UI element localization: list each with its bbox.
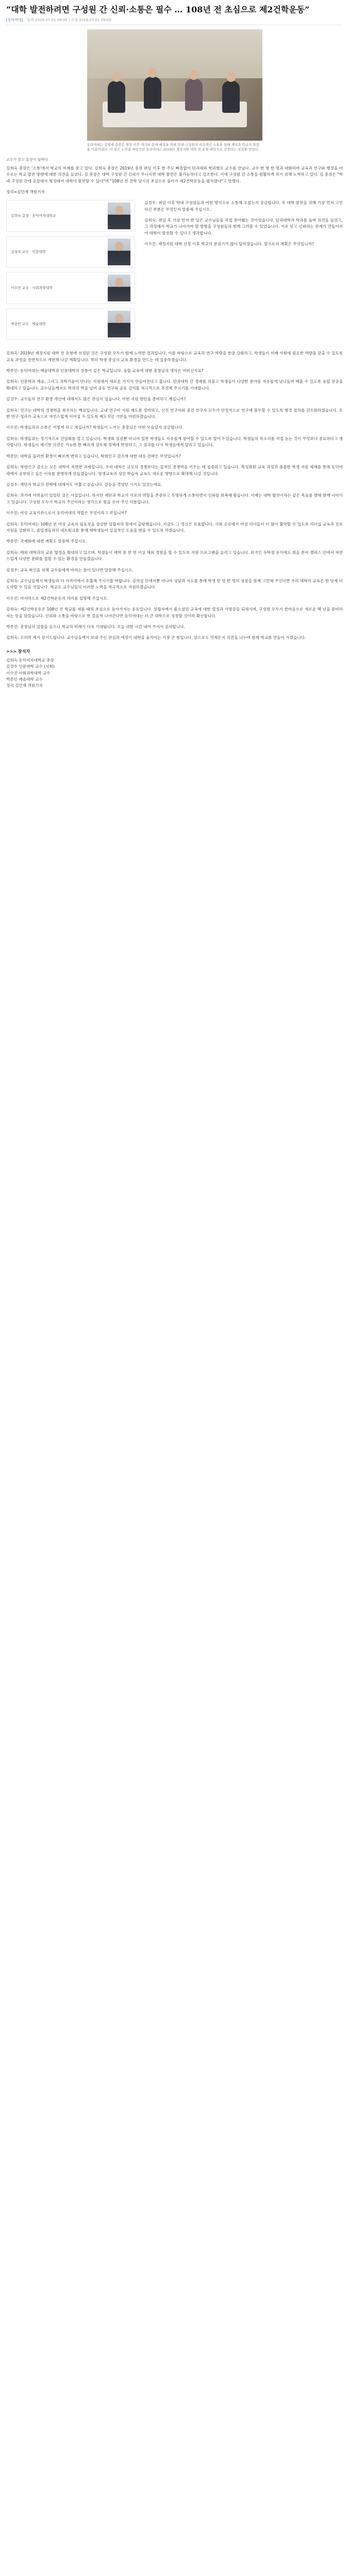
portrait-photo (108, 275, 130, 301)
interview-paragraph: 김정우: 취임 이후 학내 구성원들과 어떤 방식으로 소통해 오셨는지 궁금합니다. 또 대학 발전을 위해 가장 먼저 고민하신 부분은 무엇인지 말씀해 주십시오. (144, 200, 343, 212)
interview-side-text (144, 200, 343, 344)
body-paragraph: 김희숙: 오히려 제가 감사드립니다. 교수님들께서 보내 주신 관심과 애정이 대학을 움직이는 가장 큰 힘입니다. 앞으로도 언제든지 의견을 나누며 함께 학교를 만들어 가겠습니다. (6, 635, 306, 640)
participant-item: 김희숙 동덕여자대학교 총장 (6, 657, 54, 663)
article-intro (6, 165, 343, 184)
body-paragraph: 박종민: 동덕여대는 예술대학과 인문대학의 전통이 깊은 학교입니다. 융합 교육에 대한 총장님의 생각은 어떠신지요? (6, 368, 204, 374)
body-paragraph: 김희숙: 연구는 대학의 경쟁력을 좌우하는 핵심입니다. 교내 연구비 지원 제도를 정비하고, 신진 연구자와 중견 연구자 모두가 안정적으로 연구에 몰두할 수 있도록 행정 절차를 간소화하겠습니다. 또한 연구 성과가 교육으로 자연스럽게 이어질 수 있도록 제도적인 기반을 마련하겠습니다. (6, 408, 343, 419)
article-headline: “대학 발전하려면 구성원 간 신뢰·소통은 필수 … 108년 전 초심으로 제2건학운동” (6, 5, 310, 14)
interview-paragraph: 이수진: 재정지원 대학 선정 이후 학교의 분위기가 많이 달라졌습니다. 앞으로의 계획은 무엇입니까? (144, 242, 314, 247)
article-byline[interactable]: [동덕여대] (6, 18, 23, 22)
body-paragraph: 김희숙: 학생들과는 정기적으로 간담회를 열고 있습니다. 학생회 임원뿐 아니라 일반 학생들도 자유롭게 참여할 수 있도록 열어 두었습니다. 학생들의 목소리를 직접 듣는 것이 무엇보다 중요하다고 생각합니다. 학생들이 제기한 의견은 가능한 한 빠르게 검토해 정책에 반영하고, 그 결과를 다시 학생들에게 알리고 있습니다. (6, 436, 343, 448)
body-paragraph: 김희숙: 2019년 재정지원 대학 전 유형에 선정된 것은 구성원 모두가 함께 노력한 결과입니다. 이를 바탕으로 교육과 연구 역량을 한층 강화하고, 학생들이 미래 사회에 필요한 역량을 갖출 수 있도록 교육 과정을 전면적으로 개편해 나갈 계획입니다. 특히 학생 중심의 교육 환경을 만드는 데 집중하겠습니다. (6, 351, 343, 362)
body-paragraph: 이수진: 마지막으로 제2건학운동의 의미를 설명해 주십시오. (6, 596, 108, 601)
photo-caption: 동덕여대는 김명애 총장은 취임 이후 제기된 문제 해결을 위해 학내 구성원과 지속적인 소통을 통해 재단과 학교의 화합을 이끌어냈다. 이 같은 노력을 바탕으로 동덕여대는 2019년 재정지원 대학 전 유형 대학으로 선정되는 성과를 얻었다. (87, 143, 259, 151)
article-body (6, 350, 343, 641)
participant-item: 김정우 인문대학 교수 (사회) (6, 664, 55, 669)
portrait-card (6, 272, 135, 304)
body-paragraph: 박종민: 대학을 둘러싼 환경이 빠르게 변하고 있습니다. 학령인구 감소에 대한 대응 전략은 무엇입니까? (6, 453, 181, 459)
body-paragraph: 박종민: 총장님의 말씀을 들으니 학교의 미래가 더욱 기대됩니다. 오늘 귀한 시간 내어 주셔서 감사합니다. (6, 624, 185, 629)
participants-heading: >>> 참석자 (6, 649, 30, 654)
participant-item: 박종민 예술대학 교수 (6, 677, 43, 682)
section-credit: 교수가 묻고 총장이 답하다 (6, 158, 48, 162)
participant-item: 이수진 사회과학대학 교수 (6, 670, 51, 675)
portrait-label: 이수진 교수 · 사회과학대학 (11, 286, 53, 291)
editor-credit: 정리=김민재 객원기자 (6, 190, 45, 195)
portrait-photo (108, 239, 130, 265)
intro-paragraph: 김희숙 총장은 '소통'에서 학교의 미래를 찾고 있다. 김희숙 총장은 2019년 총장 취임 이후 한 주도 빠짐없이 단과대와 학과별로 교수를 만났다. 교수 한 명 한 명과 대화하며 교육과 연구와 행정을 아우르는 학교 발전 방향에 대한 의견을 들었다. 김 총장은 대학 구성원 간 신뢰가 무너지면 대학 발전은 불가능하다고 강조한다. 이에 구성원 간 소통을 원활하게 하기 위해 노력하고 있다. 김 총장은 "학내 구성원 간에 공감대가 형성돼야 대학이 발전할 수 있다"며 "108년 전 건학 당시의 초심으로 돌아가 제2건학운동을 펼치겠다"고 말했다. (6, 166, 343, 183)
portrait-photo (108, 202, 130, 229)
portrait-card (6, 236, 135, 268)
interview-panel (6, 200, 343, 344)
body-paragraph: 김희숙: 인문학과 예술, 그리고 과학기술이 만나는 지점에서 새로운 가치가 만들어진다고 봅니다. 단과대학 간 경계를 허물고 학생들이 다양한 분야를 자유롭게 넘나들며 배울 수 있도록 융합 전공을 확대하고 있습니다. 교수님들께서도 학과의 벽을 넘어 공동 연구와 공동 강의를 적극적으로 추진해 주시기를 기대합니다. (6, 379, 343, 391)
body-paragraph: 김희숙: 제2건학운동은 108년 전 학교를 세울 때의 초심으로 돌아가자는 운동입니다. 설립자께서 품으셨던 교육에 대한 열정과 사명감을 되새기며, 구성원 모두가 한마음으로 새로운 백 년을 준비하자는 뜻을 담았습니다. 신뢰와 소통을 바탕으로 한 걸음씩 나아간다면 동덕여대는 더 큰 대학으로 성장할 것이라 확신합니다. (6, 607, 343, 618)
participant-item: 정리 김민재 객원기자 (6, 683, 43, 688)
participants-list (6, 657, 343, 689)
interview-paragraph: 김희숙: 취임 후 가장 먼저 한 일은 교수님들을 직접 찾아뵙는 것이었습니다. 단과대학과 학과를 돌며 의견을 들었고, 그 과정에서 학교가 나아가야 할 방향을 구성원들과 함께 그려볼 수 있었습니다. 서로 믿고 신뢰하는 관계가 만들어져야 대학이 발전할 수 있다고 생각합니다. (144, 218, 343, 235)
article-page (0, 0, 349, 689)
portrait-label: 박종민 교수 · 예술대학 (11, 322, 46, 327)
body-paragraph: 김희숙: 학령인구 감소는 모든 대학이 직면한 과제입니다. 우리 대학은 규모의 경쟁보다는 질적인 경쟁력을 키우는 데 집중하고 있습니다. 특성화된 교육 과정과 촘촘한 학생 지원 체계를 통해 동덕여대에서 공부하고 싶은 이유를 분명하게 만들겠습니다. 평생교육과 성인 학습자 교육도 새로운 방향으로 확대해 나갈 것입니다. (6, 465, 343, 476)
portrait-card (6, 200, 135, 232)
body-paragraph: 박종민: 국제화에 대한 계획도 말씀해 주십시오. (6, 539, 87, 544)
body-paragraph: 김희숙: 교수님들께서 학생들과 더 가까이에서 호흡해 주시기를 바랍니다. 강의실 안에서뿐 아니라 상담과 지도를 통해 학생 한 명 한 명의 성장을 함께 고민해 주신다면 우리 대학의 교육은 한 단계 더 도약할 수 있을 것입니다. 학교도 교수님들의 이러한 노력을 적극적으로 지원하겠습니다. (6, 578, 343, 590)
body-paragraph: 김희숙: 과거에 어려움이 있었던 것은 사실입니다. 하지만 재단과 학교가 서로의 역할을 존중하고 투명하게 소통하면서 신뢰를 회복해 왔습니다. 이제는 대학 발전이라는 같은 목표를 향해 함께 나아가고 있습니다. 구성원 모두가 학교의 주인이라는 생각으로 힘을 모아 주신 덕분입니다. (6, 493, 343, 504)
article-date: 입력 2019.07.01 09:00 | 수정 2019.07.01 09:00 (27, 18, 111, 22)
body-paragraph: 이수진: 여성 교육기관으로서 동덕여대의 역할은 무엇이라고 보십니까? (6, 511, 127, 516)
portrait-photo (108, 311, 130, 337)
body-paragraph: 김정우: 교육 혁신을 위해 교수들에게 바라는 점이 있다면 말씀해 주십시오. (6, 567, 134, 572)
article-photo (87, 29, 262, 141)
body-paragraph: 김정우: 재단과 학교의 관계에 대해서도 여쭙고 싶습니다. 갈등을 겪었던 시기도 있었는데요. (6, 482, 162, 487)
portrait-card (6, 308, 135, 340)
interview-portraits (6, 200, 135, 344)
body-paragraph: 이수진: 학생들과의 소통은 어떻게 하고 계십니까? 학생들이 느끼는 총장님은 어떤 모습일지 궁금합니다. (6, 425, 184, 430)
body-paragraph: 김희숙: 해외 대학과의 교류 협정을 확대하고 있으며, 학생들이 재학 중 한 번 이상 해외 경험을 할 수 있도록 지원 프로그램을 늘리고 있습니다. 외국인 유학생 유치에도 힘을 쏟아 캠퍼스 안에서 자연스럽게 다양한 문화를 접할 수 있는 환경을 만들겠습니다. (6, 550, 343, 562)
body-paragraph: 김정우: 교수들의 연구 환경 개선에 대해서도 많은 관심이 있습니다. 어떤 지원 방안을 준비하고 계십니까? (6, 397, 186, 402)
portrait-label: 김정우 교수 · 인문대학 (11, 250, 46, 255)
body-paragraph: 김희숙: 동덕여대는 108년 전 여성 교육의 필요성을 절감한 설립자의 뜻에서 출발했습니다. 지금도 그 정신은 유효합니다. 사회 곳곳에서 여성 리더들이 더 많이 활약할 수 있도록 리더십 교육과 진로 지원을 강화하고, 졸업생들과의 네트워크를 통해 재학생들이 실질적인 도움을 받을 수 있도록 하겠습니다. (6, 521, 343, 533)
article-meta (6, 18, 343, 23)
portrait-label: 김희숙 총장 · 동덕여자대학교 (11, 214, 56, 218)
